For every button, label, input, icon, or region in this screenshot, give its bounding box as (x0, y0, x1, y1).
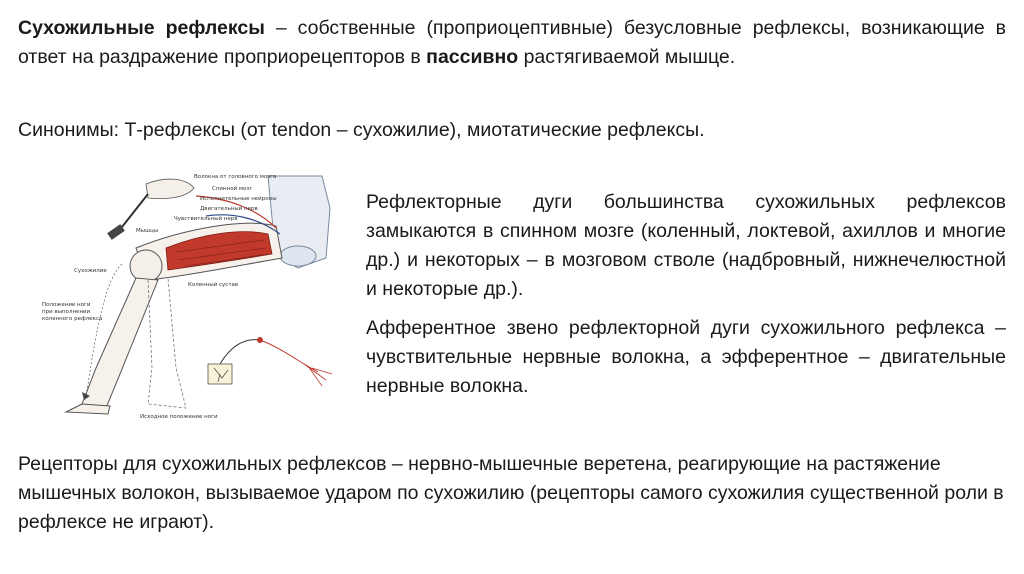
synonyms-line: Синонимы: Т-рефлексы (от tendon – сухожилие), миотатические рефлексы. (18, 119, 705, 141)
hand-shape (146, 179, 194, 199)
neuron-terminal (304, 364, 332, 386)
label-leg-position-reflex-line: при выполнении (42, 309, 91, 315)
foot-shape (66, 404, 110, 414)
label-muscles: Мышцы (136, 228, 159, 234)
label-spinal-cord: Спинной мозг (212, 186, 253, 192)
reflex-arcs-paragraph: Рефлекторные дуги большинства сухожильных рефлексов замыкаются в спинном мозге (коленный, локтевой, ахиллов и многие др.) и некоторых – в мозговом стволе (надбровный, нижнечелюстной и некоторые др.). (366, 191, 1006, 300)
label-leg-position-reflex (42, 302, 102, 322)
label-knee-joint: Коленный сустав (188, 282, 239, 288)
label-executive-neurons: Исполнительные нейроны (200, 196, 277, 202)
knee-reflex-illustration (36, 168, 348, 430)
label-leg-position-reflex-line: Положение ноги (42, 302, 91, 308)
definition-tail: растягиваемой мышце. (518, 46, 736, 68)
definition-term: Сухожильные рефлексы (18, 17, 265, 39)
label-tendon: Сухожилие (74, 268, 107, 274)
receptors-paragraph: Рецепторы для сухожильных рефлексов – нервно-мышечные веретена, реагирующие на растяжение мышечных волокон, вызываемое ударом по сухожилию (рецепторы самого сухожилия существенной роли в рефлексе не играют). (18, 453, 1004, 533)
lower-leg-shape (82, 278, 158, 408)
definition-body: – собственные (проприоцептивные) безусловные рефлексы, возникающие в ответ на раздражение проприорецепторов в (18, 17, 1006, 68)
knee-reflex-diagram (36, 168, 348, 430)
neuron-axon (220, 340, 260, 364)
definition-emphasis: пассивно (426, 46, 519, 68)
initial-leg-outline (148, 278, 186, 408)
definition-paragraph (18, 14, 1006, 72)
label-sensory-nerve: Чувствительный нерв (174, 216, 238, 222)
label-motor-nerve: Двигательный нерв (200, 206, 258, 212)
knee-joint-shape (130, 250, 162, 282)
spinal-cord-section (280, 246, 316, 266)
hammer-handle (118, 194, 148, 232)
label-brain-fibers: Волокна от головного мозга (194, 174, 277, 180)
label-leg-initial-position: Исходное положение ноги (140, 414, 218, 420)
label-leg-position-reflex-line: коленного рефлекса (42, 316, 103, 322)
afferent-paragraph: Афферентное звено рефлекторной дуги сухожильного рефлекса – чувствительные нервные волокна, а эфферентное – двигательные нервные волокна. (366, 317, 1006, 397)
